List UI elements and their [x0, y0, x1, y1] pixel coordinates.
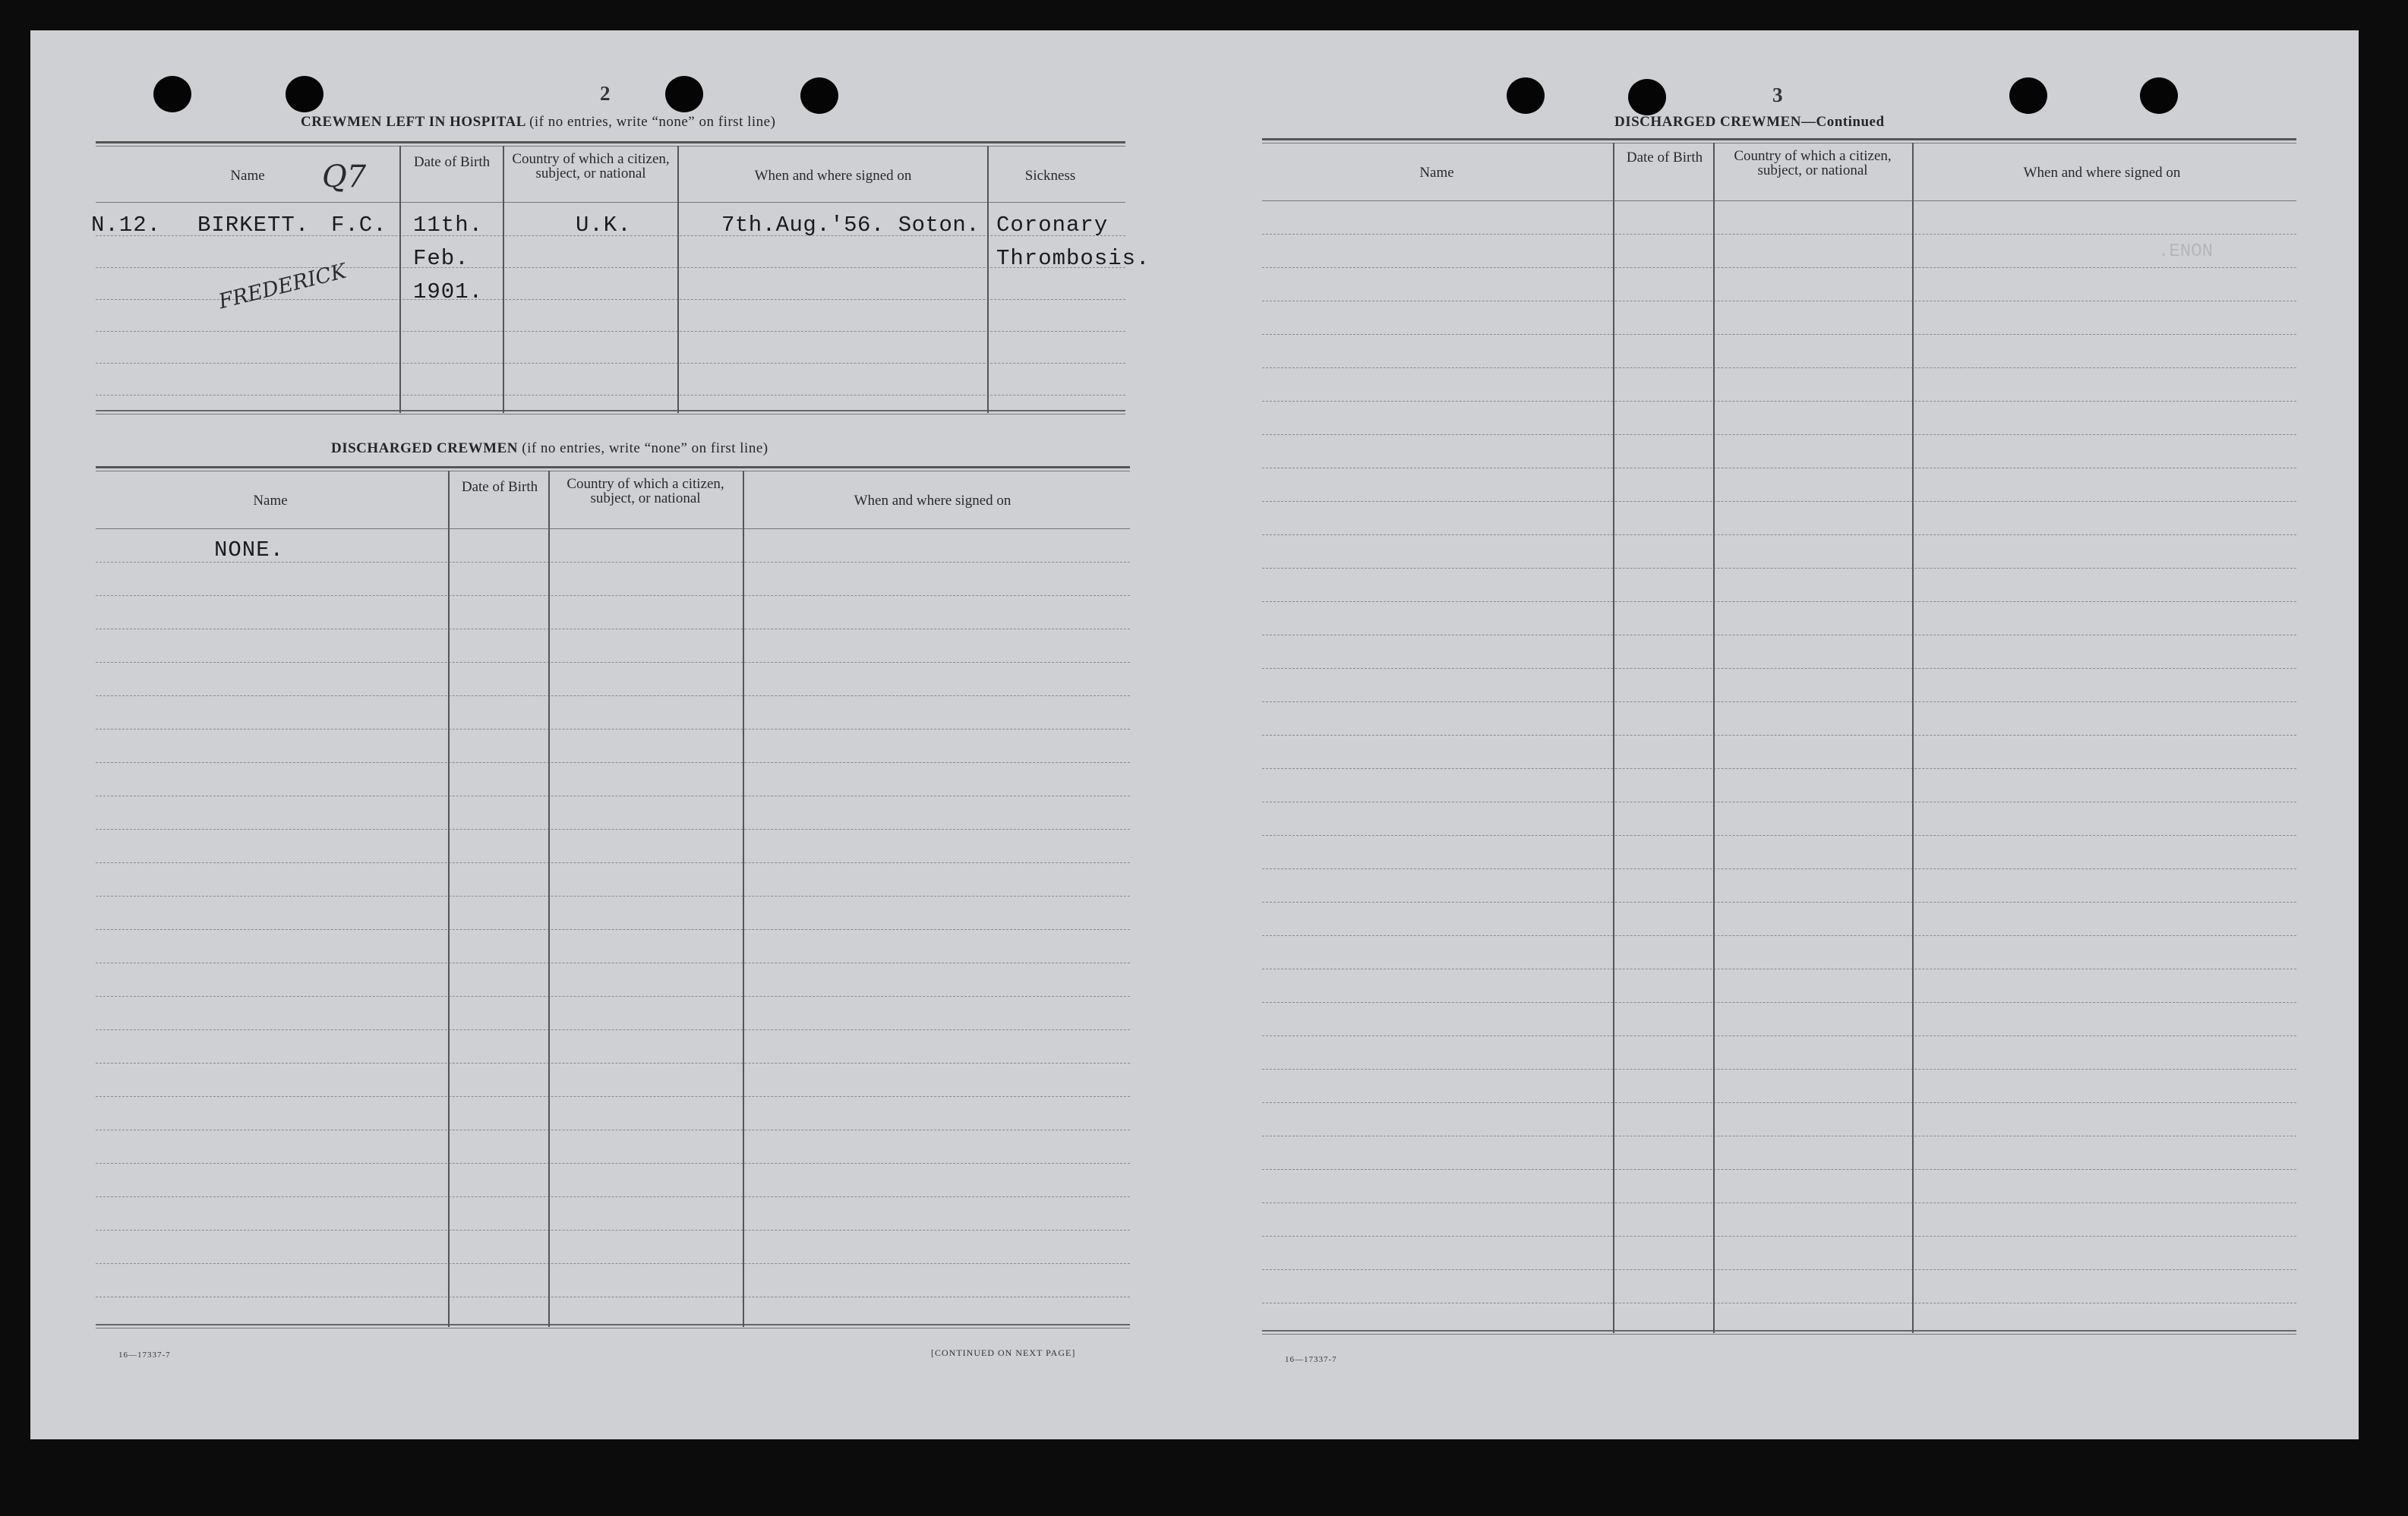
punch-hole: [2140, 77, 2178, 114]
punch-hole: [2009, 77, 2047, 114]
col-header-dob: Date of Birth: [413, 154, 491, 170]
discharged-continued-table: [1262, 138, 2296, 1383]
discharged-title-note: (if no entries, write “none” on first line): [522, 440, 768, 456]
hospital-title-note: (if no entries, write “none” on first line): [529, 114, 776, 130]
right-section-title: DISCHARGED CREWMEN—Continued: [1614, 114, 1885, 130]
col-header-dob: Date of Birth: [461, 479, 538, 495]
punch-hole: [1507, 77, 1545, 114]
right-page: [1215, 30, 2359, 1439]
document-sheet: [30, 30, 2359, 1439]
crew-surname: BIRKETT.: [197, 213, 310, 238]
handwritten-mark: Q7: [322, 159, 367, 194]
col-header-when-where: When and where signed on: [754, 168, 912, 184]
crew-signed-on: 7th.Aug.'56. Soton.: [721, 213, 980, 238]
continued-note: [CONTINUED ON NEXT PAGE]: [931, 1347, 1076, 1358]
punch-hole: [153, 76, 191, 112]
col-header-country: Country of which a citizen, subject, or national: [1734, 148, 1892, 178]
page-number: 3: [1772, 84, 1783, 106]
col-header-dob: Date of Birth: [1626, 150, 1703, 165]
crew-number: N.12.: [91, 213, 162, 238]
col-header-country: Country of which a citizen, subject, or national: [566, 476, 724, 506]
col-header-country: Country of which a citizen, subject, or national: [512, 151, 670, 181]
crew-country: U.K.: [576, 213, 632, 238]
punch-hole: [665, 76, 703, 112]
crew-sickness-line1: Coronary: [996, 213, 1109, 238]
discharged-table: [96, 466, 1130, 1362]
punch-hole: [286, 76, 323, 112]
hospital-section-title: [301, 114, 775, 131]
col-header-name: Name: [230, 168, 265, 184]
crew-initials: F.C.: [331, 213, 387, 238]
crew-dob-day: 11th.: [413, 213, 484, 238]
punch-hole: [1628, 79, 1666, 115]
col-header-sickness: Sickness: [1024, 168, 1076, 184]
hospital-title-text: CREWMEN LEFT IN HOSPITAL: [301, 114, 525, 130]
hospital-table: [91, 141, 1150, 445]
col-header-when-where: When and where signed on: [854, 493, 1011, 509]
col-header-name: Name: [253, 493, 288, 509]
crew-dob-year: 1901.: [413, 279, 484, 304]
discharged-title-text: DISCHARGED CREWMEN: [331, 440, 518, 456]
discharged-entry: NONE.: [214, 537, 285, 563]
punch-hole: [800, 77, 838, 114]
form-number: 16—17337-7: [118, 1351, 171, 1360]
page-number: 2: [600, 82, 611, 105]
col-header-name: Name: [1419, 165, 1454, 181]
discharged-section-title: [331, 440, 768, 457]
bleed-through-mark: .ENON: [2158, 241, 2214, 262]
left-page: [30, 30, 1185, 1439]
crew-sickness-line2: Thrombosis.: [996, 246, 1150, 271]
form-number: 16—17337-7: [1285, 1355, 1337, 1364]
col-header-when-where: When and where signed on: [2023, 165, 2181, 181]
crew-dob-month: Feb.: [413, 246, 469, 271]
crew-given-name-handwritten: FREDERICK: [216, 259, 349, 314]
